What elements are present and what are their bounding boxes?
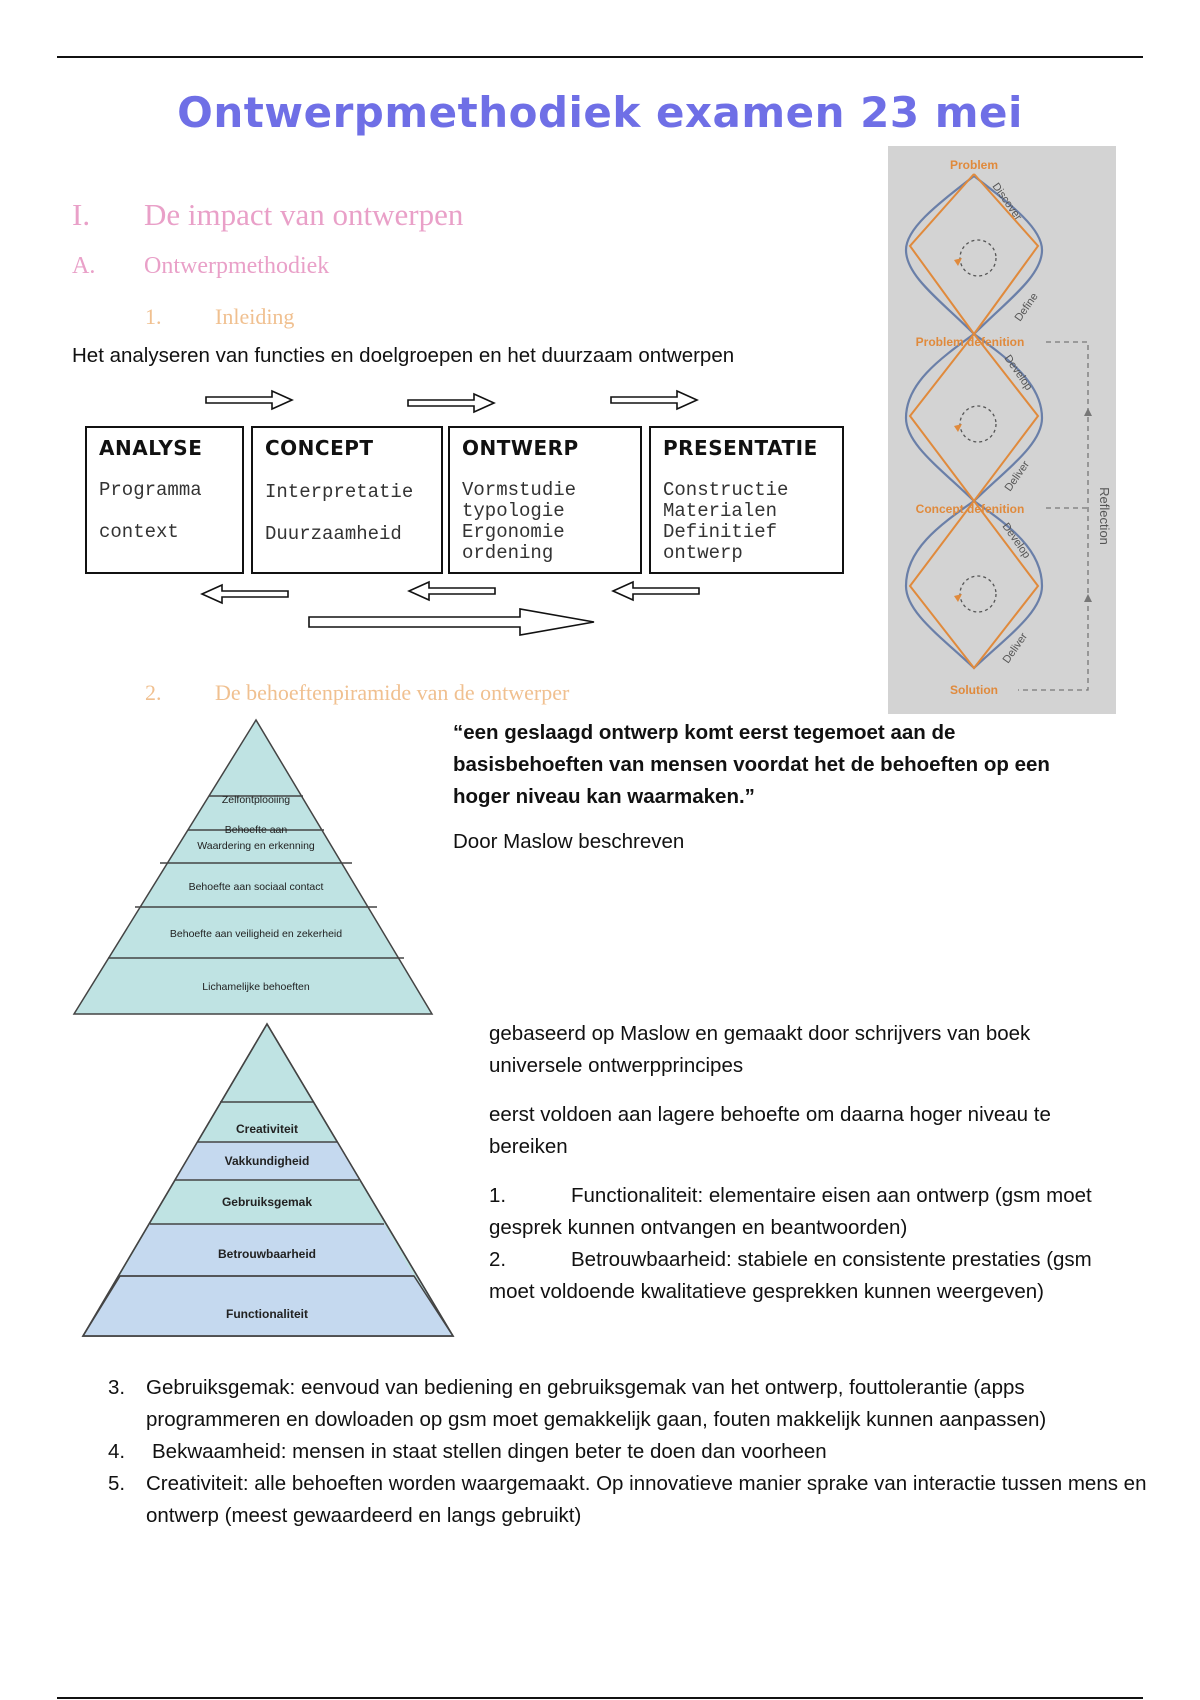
- label-develop-1: Develop: [1001, 352, 1035, 393]
- list-text: Gebruiksgemak: eenvoud van bediening en gebruiksgemak van het ontwerp, fouttolerantie (apps programmeren en dowloaden op gsm moet gemakkelijk gaan, fouten makkelijk kunnen aanpassen): [146, 1376, 1047, 1431]
- document-title: Ontwerpmethodiek examen 23 mei: [177, 88, 1023, 137]
- arrow-left-2: [409, 582, 495, 600]
- label-deliver-2: Deliver: [1000, 630, 1031, 666]
- box-concept-title: CONCEPT: [265, 436, 374, 460]
- section-title: De impact van ontwerpen: [144, 197, 464, 232]
- paragraph-first: eerst voldoen aan lagere behoefte om daarna hoger niveau te bereiken: [489, 1103, 1051, 1158]
- box-ontwerp-lines: Vormstudie typologie Ergonomie ordening: [462, 479, 577, 564]
- label-solution: Solution: [950, 683, 998, 697]
- list-number: 3.: [108, 1376, 126, 1399]
- label-problem-definition: Problem defenition: [915, 335, 1025, 349]
- maslow-level-safety: Behoefte aan veiligheid en zekerheid: [169, 928, 343, 940]
- design-pyramid: [78, 1020, 460, 1340]
- subsection-title: Ontwerpmethodiek: [144, 253, 330, 279]
- box-analyse-lines: Programma context: [99, 479, 202, 543]
- maslow-level-esteem-1: Behoefte aan: [224, 824, 288, 836]
- arrow-left-1: [202, 585, 288, 603]
- sub-title-1: Inleiding: [215, 304, 295, 329]
- label-define: Define: [1012, 290, 1041, 324]
- list-item: [100, 1436, 1150, 1468]
- box-concept-lines: Interpretatie Duurzaamheid: [265, 481, 414, 545]
- paragraph-based-on: gebaseerd op Maslow en gemaakt door schrijvers van boek universele ontwerpprincipes: [489, 1022, 1031, 1077]
- box-presentatie-lines: Constructie Materialen Definitief ontwerp: [663, 479, 789, 564]
- list-item: [489, 1244, 1109, 1308]
- intro-text: Het analyseren van functies en doelgroepen en het duurzaam ontwerpen: [72, 344, 735, 367]
- list-item: [100, 1468, 1150, 1532]
- maslow-level-self: Zelfontplooiing: [221, 794, 291, 806]
- label-reflection: Reflection: [1097, 487, 1112, 545]
- box-ontwerp: [448, 426, 642, 574]
- quote-text: “een geslaagd ontwerp komt eerst tegemoet aan de basisbehoeften van mensen voordat het de behoeften op een hoger niveau kan waarmaken.”: [453, 721, 1050, 808]
- sub-number-1: 1.: [145, 304, 162, 329]
- triple-diamond-diagram: [888, 146, 1116, 714]
- list-text: Functionaliteit: elementaire eisen aan ontwerp (gsm moet gesprek kunnen ontvangen en beantwoorden): [489, 1184, 1092, 1239]
- list-bottom: [100, 1372, 1150, 1532]
- list-number: 1.: [489, 1184, 507, 1207]
- maslow-pyramid: [70, 714, 440, 1019]
- maslow-level-physical: Lichamelijke behoeften: [202, 981, 310, 993]
- arrow-long-right: [309, 609, 594, 635]
- list-number: 5.: [108, 1472, 126, 1495]
- list-text: Betrouwbaarheid: stabiele en consistente prestaties (gsm moet voldoende kwalitatieve gesprekken kunnen weergeven): [489, 1248, 1092, 1303]
- subsection-number: A.: [72, 253, 96, 279]
- list-item: [100, 1372, 1150, 1436]
- box-analyse-title: ANALYSE: [99, 436, 203, 460]
- sub-title-2: De behoeftenpiramide van de ontwerper: [215, 680, 570, 705]
- bottom-rule: [57, 1697, 1143, 1699]
- top-rule: [57, 56, 1143, 58]
- label-discover: Discover: [989, 180, 1024, 223]
- design-level-creativity: Creativiteit: [235, 1122, 299, 1136]
- box-presentatie-title: PRESENTATIE: [663, 436, 818, 460]
- list-number: 4.: [108, 1440, 126, 1463]
- list-text: Bekwaamheid: mensen in staat stellen dingen beter te doen dan voorheen: [152, 1440, 827, 1463]
- label-concept-definition: Concept defenition: [915, 502, 1025, 516]
- list-right: [489, 1180, 1109, 1308]
- box-presentatie: [649, 426, 844, 574]
- design-level-reliability: Betrouwbaarheid: [217, 1247, 317, 1261]
- box-concept: [251, 426, 443, 574]
- list-number: 2.: [489, 1248, 507, 1271]
- list-item: [489, 1180, 1109, 1244]
- maslow-level-esteem-2: Waardering en erkenning: [197, 840, 315, 852]
- arrow-left-3: [613, 582, 699, 600]
- design-level-functionality: Functionaliteit: [226, 1307, 308, 1321]
- box-ontwerp-title: ONTWERP: [462, 436, 579, 460]
- section-number: I.: [72, 197, 91, 232]
- arrow-right-1: [206, 391, 292, 409]
- design-level-usability: Gebruiksgemak: [221, 1195, 313, 1209]
- design-level-craft: Vakkundigheid: [224, 1154, 310, 1168]
- quote-source: Door Maslow beschreven: [453, 830, 685, 853]
- label-develop-2: Develop: [999, 520, 1033, 561]
- label-problem: Problem: [949, 158, 999, 172]
- list-text: Creativiteit: alle behoeften worden waargemaakt. Op innovatieve manier sprake van interactie tussen mens en ontwerp (meest gewaardeerd en langs gebruikt): [146, 1472, 1147, 1527]
- arrow-right-2: [408, 394, 494, 412]
- label-deliver-1: Deliver: [1002, 458, 1033, 494]
- sub-number-2: 2.: [145, 680, 162, 705]
- box-analyse: [85, 426, 244, 574]
- maslow-level-social: Behoefte aan sociaal contact: [188, 881, 324, 893]
- arrow-right-3: [611, 391, 697, 409]
